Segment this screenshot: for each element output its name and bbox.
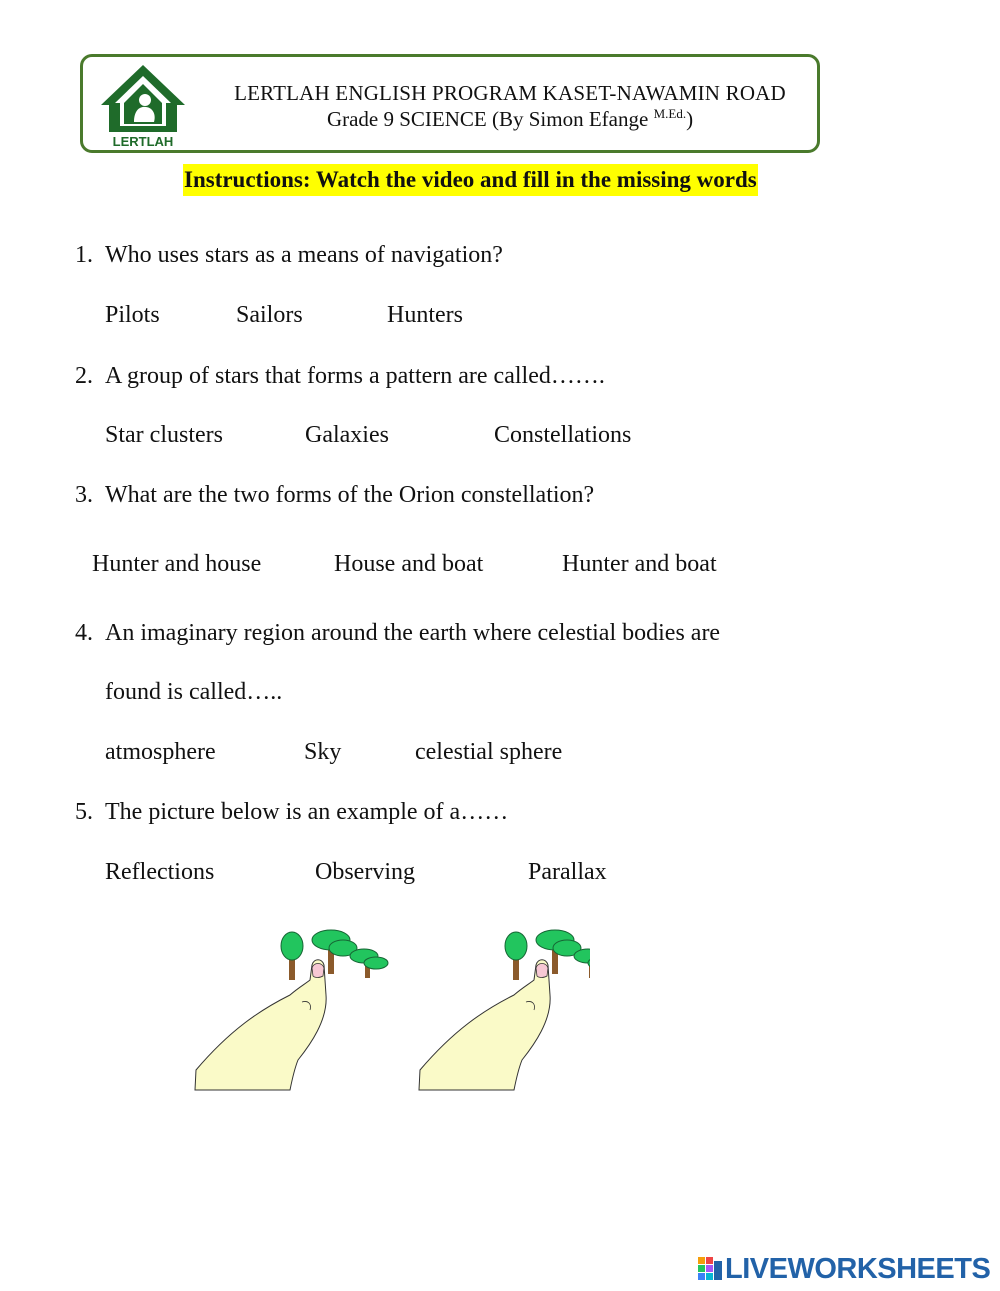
option[interactable]: Sailors [236,302,303,328]
option[interactable]: atmosphere [105,739,216,765]
option[interactable]: House and boat [334,551,484,577]
instructions: Instructions: Watch the video and fill in the missing words [183,164,758,196]
question-text-continued: found is called….. [105,679,283,705]
option[interactable]: Reflections [105,859,215,885]
question-number: 1. [75,242,93,268]
watermark-text: LIVEWORKSHEETS [725,1252,991,1285]
course-title [213,107,807,132]
question-text: A group of stars that forms a pattern are called……. [105,363,605,389]
question-number: 4. [75,620,93,646]
question-2 [75,363,605,390]
question-number: 5. [75,799,93,825]
option[interactable]: Pilots [105,302,160,328]
course-close: ) [686,107,694,131]
question-3 [75,482,594,509]
question-5 [75,799,508,826]
school-logo [98,62,188,150]
question-text: An imaginary region around the earth where celestial bodies are [105,620,721,646]
parallax-illustration [190,920,590,1095]
option[interactable]: Constellations [494,422,632,448]
question-4 [75,620,720,647]
option[interactable]: Galaxies [305,422,389,448]
question-text: The picture below is an example of a…… [105,799,509,825]
parallax-left-view [195,930,388,1090]
option[interactable]: Hunter and house [92,551,262,577]
question-text: What are the two forms of the Orion constellation? [105,482,595,508]
option[interactable]: Observing [315,859,415,885]
parallax-right-view [419,930,590,1090]
credential: M.Ed. [653,106,687,121]
question-1 [75,242,503,269]
question-text: Who uses stars as a means of navigation? [105,242,503,268]
question-number: 2. [75,363,93,389]
liveworksheets-logo-icon [697,1255,723,1283]
option[interactable]: Hunters [387,302,463,328]
logo-text: LERTLAH [112,134,174,149]
option[interactable]: Star clusters [105,422,223,448]
header-box [80,54,820,153]
liveworksheets-watermark[interactable] [697,1252,990,1286]
option[interactable]: Parallax [528,859,607,885]
option[interactable]: Sky [304,739,342,765]
course-name: Grade 9 SCIENCE (By Simon Efange [326,107,654,131]
option[interactable]: celestial sphere [415,739,563,765]
school-name: LERTLAH ENGLISH PROGRAM KASET-NAWAMIN ROAD [234,81,786,105]
option[interactable]: Hunter and boat [562,551,717,577]
question-number: 3. [75,482,93,508]
